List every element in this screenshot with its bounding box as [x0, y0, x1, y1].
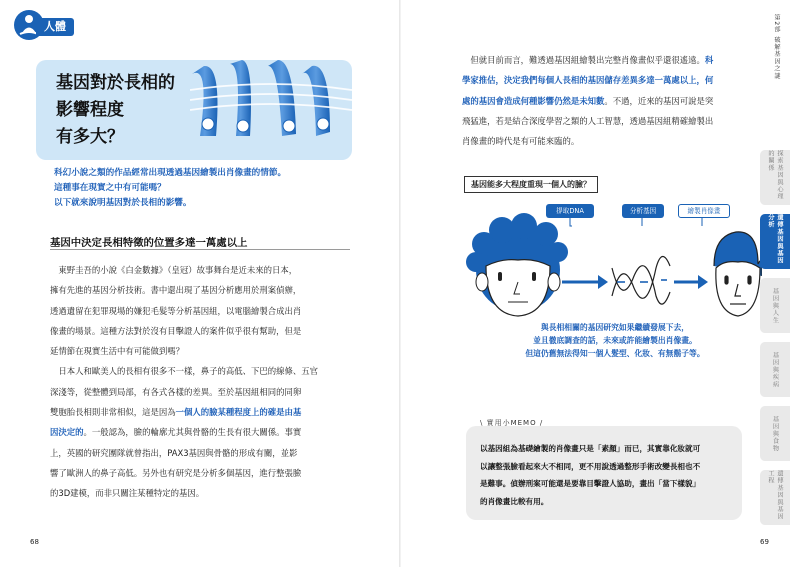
text-line: 像畫的場景。這種方法對於沒有目擊證人的案件似乎很有幫助，但是: [50, 325, 302, 336]
text-line: 透過遺留在犯罪現場的嫌犯毛髮等分析基因組，以電腦繪製合成出肖: [50, 305, 302, 316]
text-line: 飛猛進，若是結合深度學習之類的人工智慧，透過基因組精確繪製出: [462, 115, 714, 126]
text-span: 但就目前而言，難透過基因組繪製出完整肖像畫似乎還很遙遠。: [470, 55, 705, 65]
right-paragraph-1: [462, 50, 748, 151]
title-line: 影響程度: [56, 100, 124, 120]
side-tab-1[interactable]: 探索基因與心理的關係: [760, 150, 790, 205]
caption-line: 並且徹底調查的話，未來或許能繪製出肖像畫。: [533, 336, 697, 345]
highlighted-text: 學家推估，決定我們每個人長相的基因儲存差異多達一萬處以上，何: [462, 75, 714, 86]
text-line: 深淺等，從整體到局部，有各式各樣的差異。至於基因組相同的同卵: [50, 386, 302, 397]
category-badge: 人體: [36, 18, 74, 36]
memo-line: 以基因組為基礎繪製的肖像畫只是「素顏」而已，其實靠化妝就可: [480, 444, 701, 453]
left-paragraph-1: [50, 260, 352, 504]
caption-line: 但這仍舊無法得知一個人髮型、化妝、有無鬍子等。: [525, 349, 705, 358]
side-tab-4[interactable]: 基因與疾病: [760, 342, 790, 397]
diagram-heading: 基因能多大程度重現一個人的臉？: [464, 176, 598, 193]
text-line: 延情節在現實生活中有可能做到嗎？: [50, 346, 184, 357]
text-span: 。不過，近來的基因可說是突: [604, 95, 714, 106]
page-number-right: 69: [760, 538, 769, 546]
text-span: 。一般認為，臉的輪廓尤其與骨骼的生長有很大關係。事實: [83, 427, 302, 438]
text-line: 肖像畫的時代是有可能來臨的。: [462, 136, 580, 147]
article-title: [56, 70, 196, 151]
dna-helix-icon: [612, 256, 670, 304]
memo-text: [480, 440, 732, 510]
text-line: 東野圭吾的小說《白金數據》（皇冠）故事舞台是近未來的日本，: [58, 265, 298, 275]
caption-line: 與長相相關的基因研究如果繼續發展下去，: [540, 323, 690, 332]
text-line: [462, 50, 748, 70]
text-line: [50, 422, 352, 442]
text-line: 日本人和歐美人的長相有很多不一樣，鼻子的高低、下巴的線條、五官: [58, 366, 319, 377]
memo-label-text: 實用小MEMO: [486, 419, 537, 427]
diagram-illustration: [462, 196, 762, 318]
intro-line: 科幻小說之類的作品經常出現透過基因繪製出肖像畫的情節。: [54, 168, 287, 178]
text-line: [462, 91, 748, 111]
side-tab-6[interactable]: 遺傳基因與基因工程: [760, 470, 790, 525]
highlighted-text: 科: [704, 55, 714, 65]
step-label-draw-portrait: 繪製肖像畫: [678, 204, 730, 218]
highlighted-text: 一個人的臉某種程度上的確是由基: [175, 407, 302, 418]
connector-line: [570, 218, 572, 226]
memo-label: \ 實用小MEMO /: [480, 419, 544, 427]
text-span: 雙胞胎長相則非常相似，這是因為: [50, 407, 176, 418]
diagram-caption: [470, 321, 760, 360]
memo-line: 是難事。偵辦刑案可能還是要靠目擊證人協助，畫出「當下樣貌」: [480, 479, 701, 488]
section-rule: [50, 249, 350, 250]
text-line: 響了歐洲人的鼻子高低。另外也有研究是分析多個基因，進行整張臉: [50, 467, 302, 478]
intro-line: 這種事在現實之中有可能嗎？: [54, 183, 166, 193]
side-tab-3[interactable]: 基因與人生: [760, 278, 790, 333]
section-heading: 基因中決定長相特徵的位置多達一萬處以上: [50, 237, 248, 249]
memo-line: 的肖像畫比較有用。: [480, 496, 549, 506]
step-label-extract-dna: 提取DNA: [546, 204, 594, 218]
portrait-sketch-face-icon: [714, 232, 762, 316]
arrow-head-icon: [598, 275, 608, 289]
text-line: [50, 402, 352, 422]
chromosome-tubes-icon: [190, 60, 352, 144]
step-label-analyze-gene: 分析基因: [622, 204, 664, 218]
highlighted-text: 處的基因會造成何種影響仍然是未知數: [462, 95, 605, 106]
memo-line: 以讓整張臉看起來大不相同，更不用說透過整形手術改變長相也不: [480, 461, 701, 471]
title-line: 有多大？: [56, 127, 124, 147]
page-number-left: 68: [30, 538, 39, 546]
side-tab-5[interactable]: 基因與食物: [760, 406, 790, 461]
text-line: 的3D建模，而非只關注某種特定的基因。: [50, 488, 205, 499]
page-fold: [399, 0, 401, 567]
side-tab-2[interactable]: 遺傳基因與基因分析: [760, 214, 790, 269]
intro-text: [54, 166, 354, 211]
arrow-head-icon: [698, 275, 708, 289]
text-line: 上，英國的研究團隊就曾指出，PAX3基因與骨骼的形成有關，並影: [50, 447, 298, 458]
text-line: 擁有先進的基因分析技術。書中還出現了基因分析應用於刑案偵辦，: [50, 285, 302, 296]
highlighted-text: 因決定的: [50, 427, 84, 438]
intro-line: 以下就來說明基因對於長相的影響。: [54, 198, 192, 208]
chapter-label: 第2部 破解基因之謎: [773, 14, 780, 80]
title-line: 基因對於長相的: [56, 73, 175, 93]
curly-hair-face-icon: [466, 213, 568, 316]
